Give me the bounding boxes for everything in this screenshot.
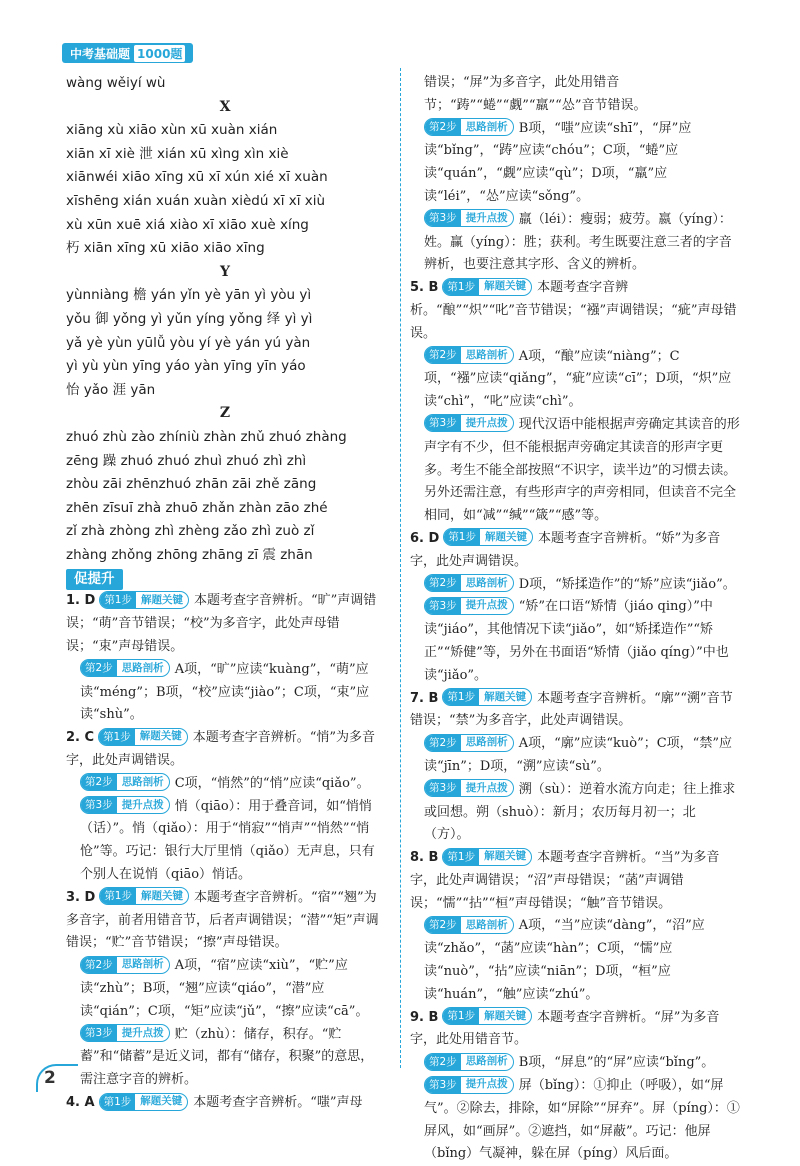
answer-item <box>66 727 384 887</box>
step-badge <box>442 278 532 296</box>
step-number: 第2步 <box>425 347 461 363</box>
step-badge <box>442 1007 532 1025</box>
answer-text: A项，“旷”应读“kuàng”，“萌”应读“méng”；B项，“校”应读“jiào”；C项，“束”应读“shù”。 <box>80 661 370 723</box>
step-number: 第1步 <box>100 1094 136 1110</box>
pinyin-block-z <box>66 426 384 568</box>
answer-line <box>66 773 384 796</box>
step-label: 思路剖析 <box>465 1055 508 1068</box>
step-badge <box>99 591 189 609</box>
answer-line <box>410 1075 740 1166</box>
step-number: 第1步 <box>443 849 479 865</box>
answer-line <box>66 659 384 727</box>
column-divider <box>400 68 401 1068</box>
answer-line <box>410 1007 740 1053</box>
step-number: 第1步 <box>443 689 479 705</box>
step-label: 提升点拨 <box>121 798 164 811</box>
step-number: 第1步 <box>444 529 480 545</box>
step-label: 提升点拨 <box>121 1026 164 1039</box>
step-label: 思路剖析 <box>465 736 508 749</box>
answer-item <box>410 1007 740 1166</box>
answer-text: A项，“宿”应读“xiù”，“贮”应读“zhù”；B项，“翘”应读“qiáo”，“潜”应读“qián”；C项，“矩”应读“jǔ”，“擦”应读“cā”。 <box>80 958 369 1019</box>
step-label: 解题关键 <box>141 593 183 606</box>
answer-list-right <box>410 72 740 1166</box>
answer-text: B项，“嗤”应读“shī”，“屏”应读“bǐng”，“踌”应读“chóu”；C项，“蜷”应读“quán”，“觑”应读“qù”；D项，“羸”应读“léi”，“怂”应读“sǒng”。 <box>424 120 692 204</box>
step-number: 第3步 <box>425 415 461 431</box>
answer-number: 1. D <box>66 593 96 609</box>
step-label: 解题关键 <box>484 690 527 703</box>
step-number: 第3步 <box>425 1077 461 1093</box>
answer-item <box>410 847 740 1007</box>
pinyin-line: xīshēng xián xuán xuàn xièdú xī xī xiù <box>66 192 326 209</box>
pinyin-line: yǎ yè yùn yūlǚ yòu yí yè yán yú yàn <box>66 334 311 351</box>
pinyin-line: zǐ zhà zhòng zhì zhèng zǎo zhì zuò zǐ <box>66 523 315 540</box>
pinyin-line: yì yù yùn yīng yáo yàn yīng yīn yáo <box>66 358 306 375</box>
step-badge <box>442 848 532 866</box>
answer-text: 本题考查字音辨析。“廓”“溯”音节错误；“禁”为多音字，此处声调错误。 <box>410 690 733 729</box>
answer-line <box>410 528 740 574</box>
answer-line <box>410 346 740 414</box>
pinyin-line: xiānwéi xiāo xīng xū xī xún xié xī xuàn <box>66 169 328 186</box>
answer-list-left <box>66 590 384 1114</box>
answer-text: A项，“当”应读“dàng”，“沼”应读“zhǎo”，“菡”应读“hàn”；C项，“懦”应读“nuò”，“拈”应读“niān”；D项，“桓”应读“huán”，“触”应读“zhú”。 <box>424 918 705 1002</box>
answer-text: C项，“悄然”的“悄”应读“qiǎo”。 <box>174 775 370 791</box>
answer-text: 溯（sù）：逆着水流方向走；往上推求或回想。朔（shuò）：新月；农历每月初一；北（方）。 <box>424 781 736 843</box>
step-badge <box>424 916 514 934</box>
answer-text: D项，“矫揉造作”的“矫”应读“jiǎo”。 <box>518 576 736 592</box>
step-badge <box>424 597 514 615</box>
answer-number: 6. D <box>410 530 440 546</box>
pinyin-line: 怡 yǎo 涯 yān <box>66 381 156 398</box>
answer-number: 4. A <box>66 1095 95 1110</box>
step-number: 第1步 <box>443 279 479 295</box>
step-label: 思路剖析 <box>465 120 508 133</box>
step-number: 第3步 <box>425 210 461 226</box>
step-badge <box>424 734 514 752</box>
pinyin-line: xiān xī xiè 泄 xián xū xìng xìn xiè <box>66 145 289 162</box>
step-badge <box>80 1024 170 1042</box>
answer-line <box>410 414 740 528</box>
step-number: 第2步 <box>81 957 117 973</box>
step-label: 提升点拨 <box>465 417 508 430</box>
answer-text: 本题考查字音辨析。“娇”为多音字，此处声调错误。 <box>410 530 721 569</box>
step-badge <box>99 887 189 905</box>
answer-text: 羸（léi）：瘦弱；疲劳。嬴（yíng）：姓。赢（yíng）：胜；获利。考生既要注意三者的字音辨析，也要注意其字形、含义的辨析。 <box>424 211 732 273</box>
step-number: 第1步 <box>443 1008 479 1024</box>
step-label: 思路剖析 <box>465 576 508 589</box>
page-number: 2 <box>36 1064 78 1092</box>
answer-text: “矫”在口语“矫情（jiáo qing）”中读“jiáo”，其他情况下读“jiǎo”，如“矫揉造作”“矫正”“矫健”等，另外在书面语“矫情（jiǎo qíng）”中也读“jiǎo”。 <box>424 599 729 683</box>
answer-line <box>410 915 740 1006</box>
answer-line <box>410 277 740 345</box>
step-label: 提升点拨 <box>465 781 508 794</box>
answer-text: 屏（bǐng）：①抑止（呼吸），如“屏气”。②除去，排除，如“屏除”“屏弃”。屏（píng）：①屏风，如“画屏”。②遮挡，如“屏蔽”。巧记：他屏（bǐng）气凝神，躲在屏（píng）风后面。 <box>424 1078 740 1162</box>
step-number: 第2步 <box>425 1054 461 1070</box>
answer-text: 本题考查字音辨析。“悄”为多音字，此处声调错误。 <box>66 730 376 769</box>
answer-line <box>410 118 740 209</box>
answer-line <box>66 727 384 773</box>
pinyin-line: zhàng zhǒng zhōng zhāng zī 震 zhān <box>66 546 313 563</box>
step-badge <box>424 574 514 592</box>
step-label: 解题关键 <box>484 1009 527 1022</box>
answer-item <box>66 590 384 727</box>
step-label: 解题关键 <box>485 531 527 544</box>
step-badge <box>80 796 170 814</box>
step-number: 第2步 <box>81 660 117 676</box>
answer-item <box>410 72 740 277</box>
right-column <box>410 72 740 1166</box>
step-label: 思路剖析 <box>465 348 508 361</box>
pinyin-block-y <box>66 284 384 402</box>
answer-text: 现代汉语中能根据声旁确定其读音的形声字有不少，但不能根据声旁确定其读音的形声字更多。考生不能全部按照“不识字，读半边”的习惯去读。另外还需注意，有些形声字的声旁相同，但读音不完全相同，如“减”“缄”“箴”“感”等。 <box>424 416 740 524</box>
step-number: 第3步 <box>81 1025 117 1041</box>
step-number: 第1步 <box>99 729 135 745</box>
step-label: 思路剖析 <box>121 958 164 971</box>
left-column <box>66 72 384 1115</box>
answer-line <box>66 955 384 1023</box>
step-label: 思路剖析 <box>121 661 164 674</box>
step-number: 第2步 <box>425 119 461 135</box>
answer-line <box>66 796 384 887</box>
step-badge <box>424 346 514 364</box>
letter-heading-x: X <box>219 98 231 115</box>
pinyin-block-x <box>66 119 384 261</box>
answer-text: A项，“廓”应读“kuò”；C项，“禁”应读“jīn”；D项，“溯”应读“sù”。 <box>424 736 732 774</box>
letter-heading-z: Z <box>219 405 231 422</box>
step-label: 思路剖析 <box>121 775 164 788</box>
pinyin-line: zhòu zāi zhēnzhuó zhān zāi zhě zāng <box>66 476 317 493</box>
step-label: 思路剖析 <box>465 918 508 931</box>
answer-number: 5. B <box>410 280 439 296</box>
step-badge <box>80 659 170 677</box>
step-badge <box>80 773 170 791</box>
answer-text: 悄（qiāo）：用于叠音词，如“悄悄（话）”。悄（qiǎo）：用于“悄寂”“悄声”“悄然”“悄怆”等。巧记：银行大厅里悄（qiǎo）无声息，只有个别人在说悄（qiāo）悄话。 <box>80 798 375 883</box>
book-header-badge <box>62 43 193 63</box>
answer-line <box>410 847 740 915</box>
step-badge <box>424 1076 514 1094</box>
answer-line <box>410 209 740 277</box>
pinyin-top-line: wàng wěiyí wù <box>66 75 166 91</box>
answer-item <box>66 887 384 1092</box>
answer-line <box>410 688 740 734</box>
step-badge <box>424 1053 514 1071</box>
answer-line <box>410 72 740 118</box>
step-badge <box>99 1093 189 1111</box>
pinyin-line: 朽 xiān xīng xū xiāo xiāo xīng <box>66 240 265 257</box>
step-badge <box>98 728 188 746</box>
answer-number: 3. D <box>66 889 96 905</box>
step-badge <box>424 209 514 227</box>
step-label: 提升点拨 <box>465 1078 508 1091</box>
answer-number: 2. C <box>66 730 95 746</box>
letter-heading-y: Y <box>220 263 230 280</box>
step-badge <box>442 688 532 706</box>
answer-text: 本题考查字音辨析。“旷”声调错误；“萌”音节错误；“校”为多音字，此处声母错误；“束”声母错误。 <box>66 593 377 655</box>
step-label: 解题关键 <box>484 850 527 863</box>
step-badge <box>80 956 170 974</box>
answer-text: 贮（zhù）：储存，积存。“贮蓄”和“储蓄”是近义词，都有“储存，积聚”的意思，需注意字音的辨析。 <box>80 1026 374 1088</box>
answer-line <box>66 590 384 658</box>
answer-line <box>410 596 740 687</box>
step-label: 解题关键 <box>140 1095 183 1108</box>
step-number: 第2步 <box>425 917 461 933</box>
step-number: 第3步 <box>81 797 117 813</box>
step-label: 解题关键 <box>139 730 182 743</box>
answer-item <box>410 688 740 848</box>
step-number: 第2步 <box>425 575 461 591</box>
answer-number: 7. B <box>410 690 439 706</box>
step-badge <box>443 528 533 546</box>
answer-item <box>66 1092 384 1115</box>
section-title: 促提升 <box>66 569 123 590</box>
step-label: 解题关键 <box>141 889 183 902</box>
answer-text: 本题考查字音辨析。“宿”“翘”为多音字，前者用错音节，后者声调错误；“潜”“矩”声调错误；“贮”音节错误；“擦”声母错误。 <box>66 889 379 951</box>
answer-line <box>410 733 740 779</box>
answer-number: 9. B <box>410 1009 439 1025</box>
step-number: 第3步 <box>425 598 461 614</box>
answer-text: 本题考查字音辨析。“酿”“炽”“叱”音节错误；“襁”声调错误；“疵”声母错误。 <box>410 280 737 341</box>
answer-text: 错误；“屏”为多音字，此处用错音节；“踌”“蜷”“觑”“羸”“怂”音节错误。 <box>424 75 647 113</box>
step-label: 提升点拨 <box>465 599 508 612</box>
answer-text: 本题考查字音辨析。“屏”为多音字，此处用错音节。 <box>410 1009 720 1048</box>
answer-text: 本题考查字音辨析。“当”为多音字，此处声调错误；“沼”声母错误；“菡”声调错误；“懦”“拈”“桓”声母错误；“触”音节错误。 <box>410 850 720 911</box>
answer-text: 本题考查字音辨析。“嗤”声母 <box>193 1095 363 1110</box>
answer-line <box>66 1092 384 1115</box>
step-badge <box>424 118 514 136</box>
answer-line <box>410 1052 740 1075</box>
answer-number: 8. B <box>410 850 439 866</box>
pinyin-line: yǒu 御 yǒng yì yǔn yíng yǒng 绎 yì yì <box>66 310 313 327</box>
step-badge <box>424 779 514 797</box>
pinyin-line: xiāng xù xiāo xùn xū xuàn xián <box>66 122 278 139</box>
step-badge <box>424 414 514 432</box>
step-label: 解题关键 <box>484 280 527 293</box>
answer-item <box>410 277 740 528</box>
step-number: 第1步 <box>100 888 136 904</box>
step-number: 第1步 <box>100 592 136 608</box>
answer-item <box>410 528 740 688</box>
answer-text: A项，“酿”应读“niàng”；C项，“襁”应读“qiǎng”，“疵”应读“cī”；D项，“炽”应读“chì”，“叱”应读“chì”。 <box>424 348 732 410</box>
step-number: 第3步 <box>425 780 461 796</box>
pinyin-line: xù xūn xuē xiá xiào xī xiāo xuè xíng <box>66 216 309 233</box>
step-number: 第2步 <box>425 735 461 751</box>
answer-text: B项，“屏息”的“屏”应读“bǐng”。 <box>518 1055 715 1071</box>
step-label: 提升点拨 <box>465 211 508 224</box>
pinyin-line: yùnniàng 檐 yán yǐn yè yān yì yòu yì <box>66 287 312 304</box>
pinyin-line: zhuó zhù zào zhíniù zhàn zhǔ zhuó zhàng <box>66 428 347 445</box>
step-number: 第2步 <box>81 774 117 790</box>
header-label: 中考基础题 <box>70 46 131 61</box>
header-count: 1000题 <box>134 45 185 62</box>
pinyin-line: zhēn zīsuī zhà zhuō zhǎn zhàn zāo zhé <box>66 499 328 516</box>
answer-line <box>410 779 740 847</box>
answer-line <box>66 1024 384 1092</box>
answer-line <box>410 574 740 597</box>
answer-line <box>66 887 384 955</box>
pinyin-line: zēng 躁 zhuó zhuó zhuì zhuó zhì zhì <box>66 452 307 469</box>
